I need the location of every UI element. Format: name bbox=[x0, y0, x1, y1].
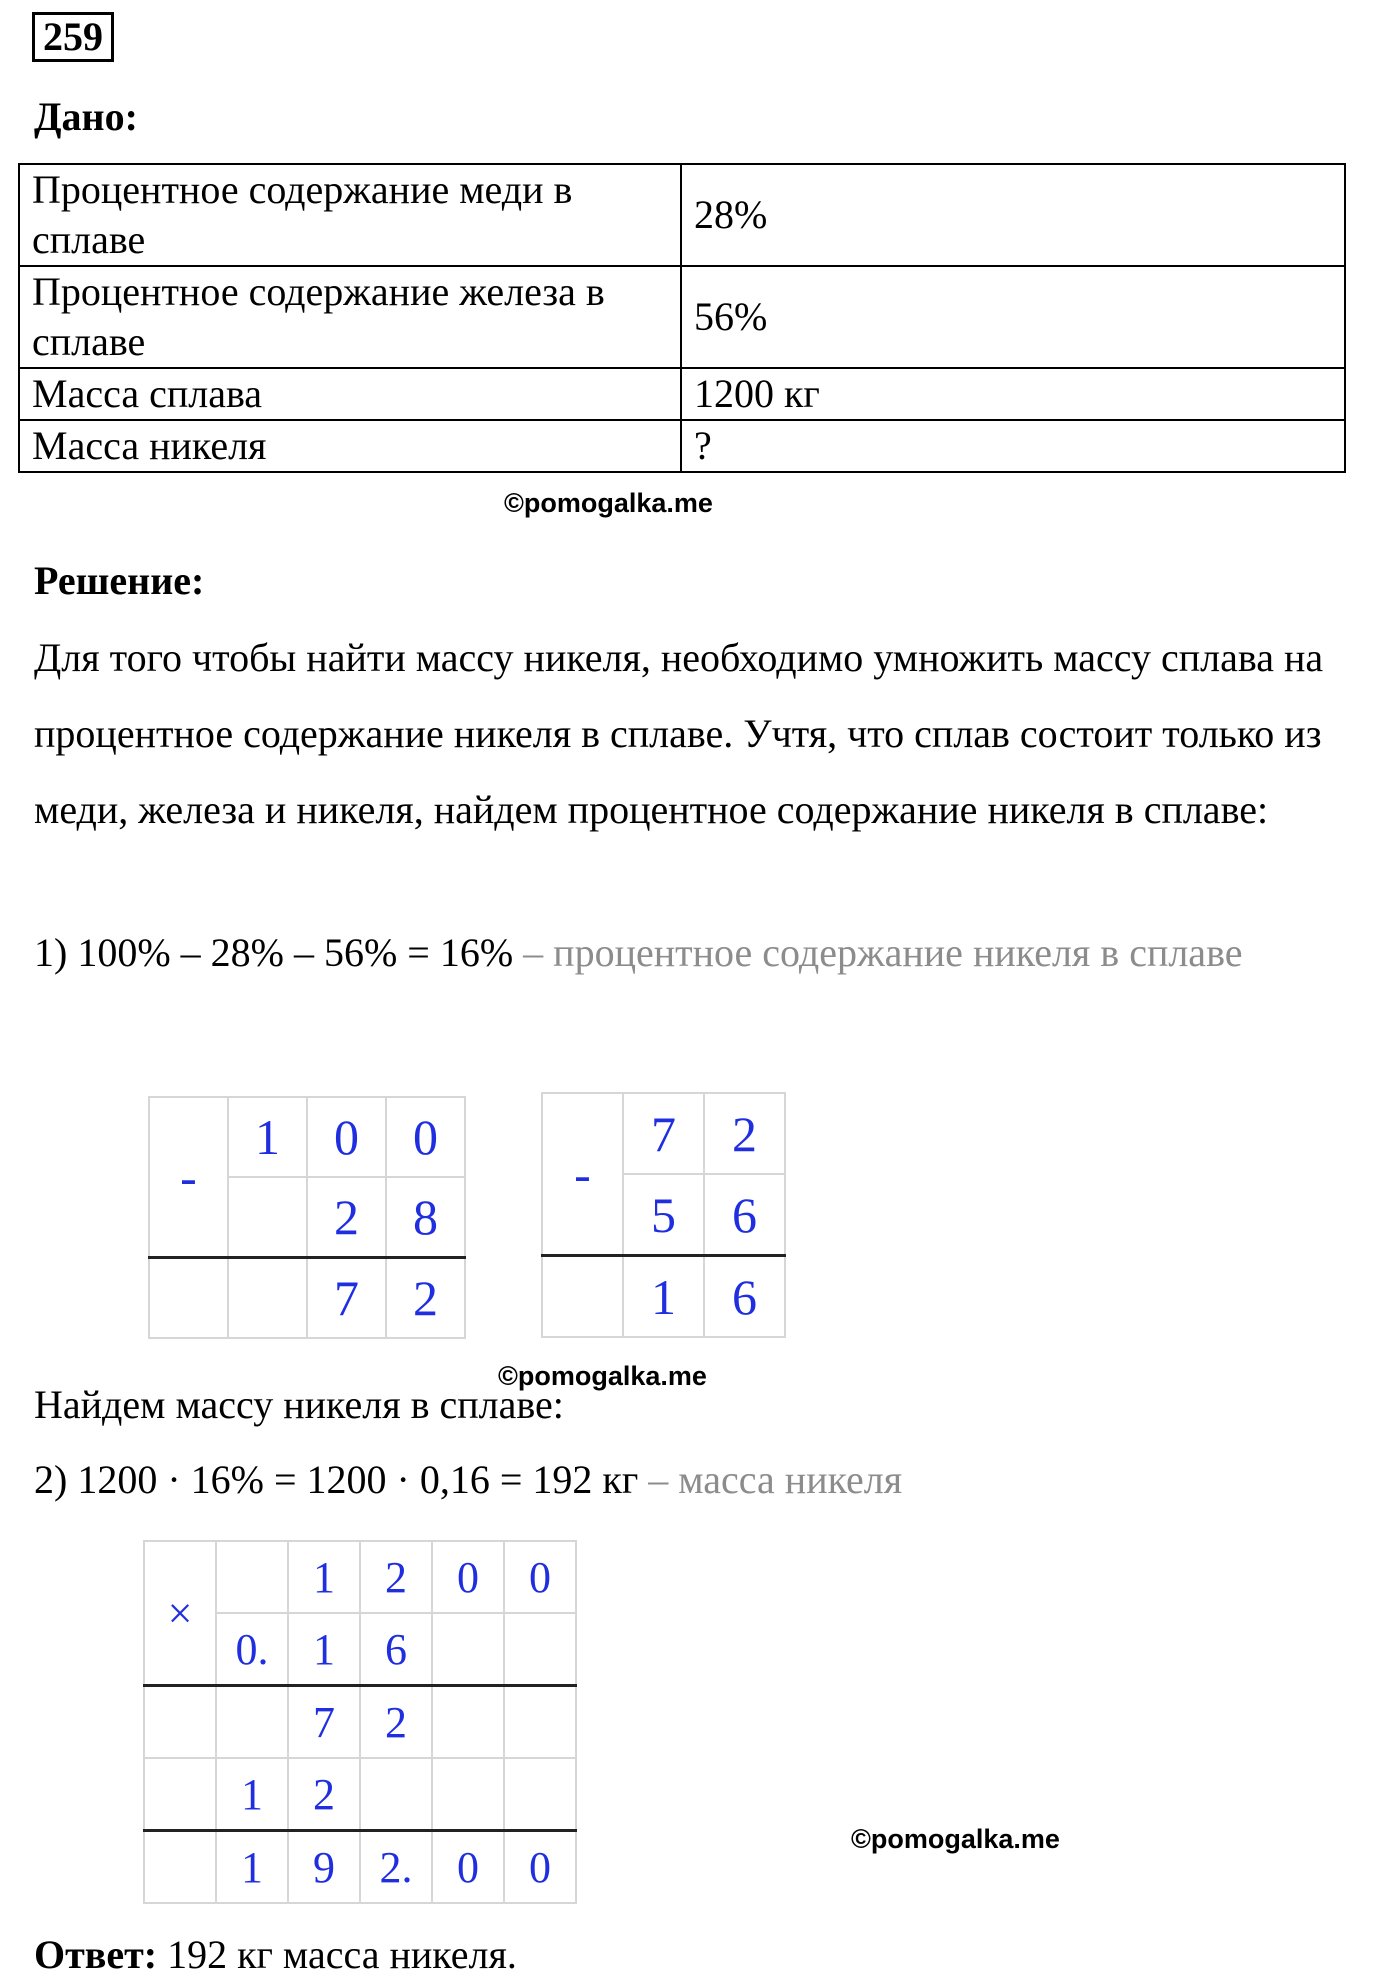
given-value: 28% bbox=[681, 164, 1345, 266]
step-2 bbox=[34, 1455, 902, 1505]
step-2-expression: 2) 1200 · 16% = 1200 · 0,16 = 192 кг bbox=[34, 1457, 639, 1502]
digit-cell bbox=[216, 1541, 288, 1613]
table-row bbox=[19, 164, 1345, 266]
digit-cell: 1 bbox=[288, 1613, 360, 1686]
grid-row bbox=[542, 1093, 785, 1174]
digit-cell: 7 bbox=[307, 1258, 386, 1339]
digit-cell bbox=[228, 1177, 307, 1258]
digit-cell: 0 bbox=[504, 1831, 576, 1904]
digit-cell: 6 bbox=[704, 1174, 785, 1256]
table-row bbox=[19, 266, 1345, 368]
digit-cell: 5 bbox=[623, 1174, 704, 1256]
digit-cell bbox=[144, 1686, 216, 1759]
digit-cell: 6 bbox=[360, 1613, 432, 1686]
digit-cell: 0 bbox=[504, 1541, 576, 1613]
digit-cell: 2 bbox=[288, 1758, 360, 1831]
digit-cell: 0 bbox=[386, 1097, 465, 1177]
grid-row bbox=[144, 1541, 576, 1613]
digit-cell bbox=[432, 1686, 504, 1759]
grid-row bbox=[542, 1256, 785, 1338]
digit-cell: 2 bbox=[704, 1093, 785, 1174]
answer-label: Ответ: bbox=[34, 1932, 158, 1977]
step-1-note: – процентное содержание никеля в сплаве bbox=[513, 930, 1243, 975]
digit-cell bbox=[432, 1758, 504, 1831]
digit-cell: 0 bbox=[432, 1541, 504, 1613]
digit-cell: 2. bbox=[360, 1831, 432, 1904]
digit-cell bbox=[144, 1831, 216, 1904]
grid-row bbox=[144, 1758, 576, 1831]
watermark: ©pomogalka.me bbox=[504, 488, 713, 518]
digit-cell: 6 bbox=[704, 1256, 785, 1338]
given-value: 1200 кг bbox=[681, 368, 1345, 420]
minus-sign: - bbox=[149, 1097, 228, 1258]
digit-cell: 2 bbox=[360, 1541, 432, 1613]
digit-cell: 0. bbox=[216, 1613, 288, 1686]
solution-intro: Для того чтобы найти массу никеля, необходимо умножить массу сплава на процентное содержание никеля в сплаве. Учтя, что сплав состоит только из меди, железа и никеля, найдем процентное содержание никеля в сплаве: bbox=[34, 635, 1324, 832]
digit-cell bbox=[504, 1686, 576, 1759]
watermark: ©pomogalka.me bbox=[498, 1361, 707, 1391]
digit-cell bbox=[149, 1258, 228, 1339]
given-table bbox=[18, 163, 1346, 473]
watermark: ©pomogalka.me bbox=[851, 1824, 1060, 1854]
digit-cell: 7 bbox=[288, 1686, 360, 1759]
multiplication-grid bbox=[143, 1540, 577, 1904]
digit-cell: 7 bbox=[623, 1093, 704, 1174]
answer-text: 192 кг масса никеля. bbox=[157, 1932, 517, 1977]
digit-cell bbox=[504, 1758, 576, 1831]
digit-cell: 0 bbox=[307, 1097, 386, 1177]
digit-cell bbox=[144, 1758, 216, 1831]
digit-cell bbox=[542, 1256, 623, 1338]
step-1 bbox=[34, 928, 1242, 978]
minus-sign: - bbox=[542, 1093, 623, 1256]
grid-row bbox=[144, 1831, 576, 1904]
digit-cell: 1 bbox=[623, 1256, 704, 1338]
step-1-expression: 1) 100% – 28% – 56% = 16% bbox=[34, 930, 514, 975]
times-sign: × bbox=[144, 1541, 216, 1686]
table-row bbox=[19, 420, 1345, 472]
given-label: Масса никеля bbox=[19, 420, 681, 472]
grid-row bbox=[144, 1686, 576, 1759]
digit-cell bbox=[432, 1613, 504, 1686]
given-value: ? bbox=[681, 420, 1345, 472]
problem-number: 259 bbox=[32, 12, 114, 62]
digit-cell: 1 bbox=[216, 1758, 288, 1831]
solution-heading: Решение: bbox=[34, 558, 205, 603]
given-label: Масса сплава bbox=[19, 368, 681, 420]
step-2-note: – масса никеля bbox=[638, 1457, 903, 1502]
grid-row bbox=[149, 1097, 465, 1177]
digit-cell: 1 bbox=[228, 1097, 307, 1177]
digit-cell: 0 bbox=[432, 1831, 504, 1904]
find-mass-text: Найдем массу никеля в сплаве: bbox=[34, 1382, 564, 1427]
grid-row bbox=[149, 1258, 465, 1339]
digit-cell bbox=[504, 1613, 576, 1686]
given-label: Процентное содержание меди в сплаве bbox=[19, 164, 681, 266]
table-row bbox=[19, 368, 1345, 420]
digit-cell: 2 bbox=[360, 1686, 432, 1759]
digit-cell bbox=[228, 1258, 307, 1339]
given-label: Процентное содержание железа в сплаве bbox=[19, 266, 681, 368]
digit-cell: 2 bbox=[386, 1258, 465, 1339]
given-heading: Дано: bbox=[34, 94, 138, 139]
digit-cell: 9 bbox=[288, 1831, 360, 1904]
subtraction-grid-1 bbox=[148, 1096, 466, 1339]
digit-cell: 2 bbox=[307, 1177, 386, 1258]
digit-cell: 1 bbox=[288, 1541, 360, 1613]
digit-cell bbox=[360, 1758, 432, 1831]
digit-cell: 8 bbox=[386, 1177, 465, 1258]
given-value: 56% bbox=[681, 266, 1345, 368]
subtraction-grid-2 bbox=[541, 1092, 786, 1338]
digit-cell bbox=[216, 1686, 288, 1759]
digit-cell: 1 bbox=[216, 1831, 288, 1904]
answer bbox=[34, 1930, 517, 1980]
